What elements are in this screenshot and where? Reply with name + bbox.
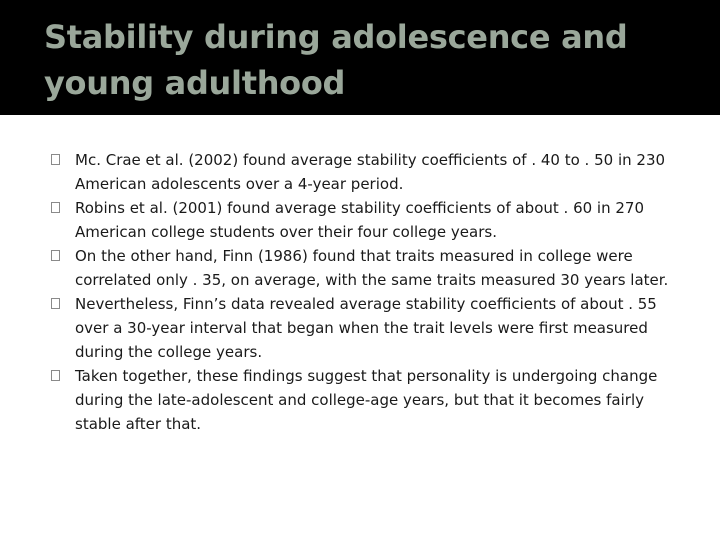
bullet-item (50, 196, 680, 244)
bullet-text: Robins et al. (2001) found average stability coefficients of about . 60 in 270 American college students over their four college years. (75, 199, 645, 241)
slide-title: Stability during adolescence and young adulthood (44, 18, 628, 102)
bullet-item (50, 148, 680, 196)
bullet-text: Mc. Crae et al. (2002) found average stability coefficients of . 40 to . 50 in 230 American adolescents over a 4-year period. (75, 151, 666, 193)
square-bullet-icon (51, 370, 60, 381)
square-bullet-icon (51, 202, 60, 213)
bullet-item (50, 292, 680, 364)
bullet-text: Nevertheless, Finn’s data revealed average stability coefficients of about . 55 over a 30-year interval that began when the trait levels were first measured during the college years. (75, 295, 657, 361)
square-bullet-icon (51, 298, 60, 309)
square-bullet-icon (51, 250, 60, 261)
square-bullet-icon (51, 154, 60, 165)
bullet-text: Taken together, these findings suggest that personality is undergoing change during the late-adolescent and college-age years, but that it becomes fairly stable after that. (75, 367, 658, 433)
title-band (0, 0, 720, 115)
bullet-item (50, 244, 680, 292)
bullet-item (50, 364, 680, 436)
bullet-list (50, 148, 680, 436)
bullet-text: On the other hand, Finn (1986) found that traits measured in college were correlated only . 35, on average, with the same traits measured 30 years later. (75, 247, 669, 289)
